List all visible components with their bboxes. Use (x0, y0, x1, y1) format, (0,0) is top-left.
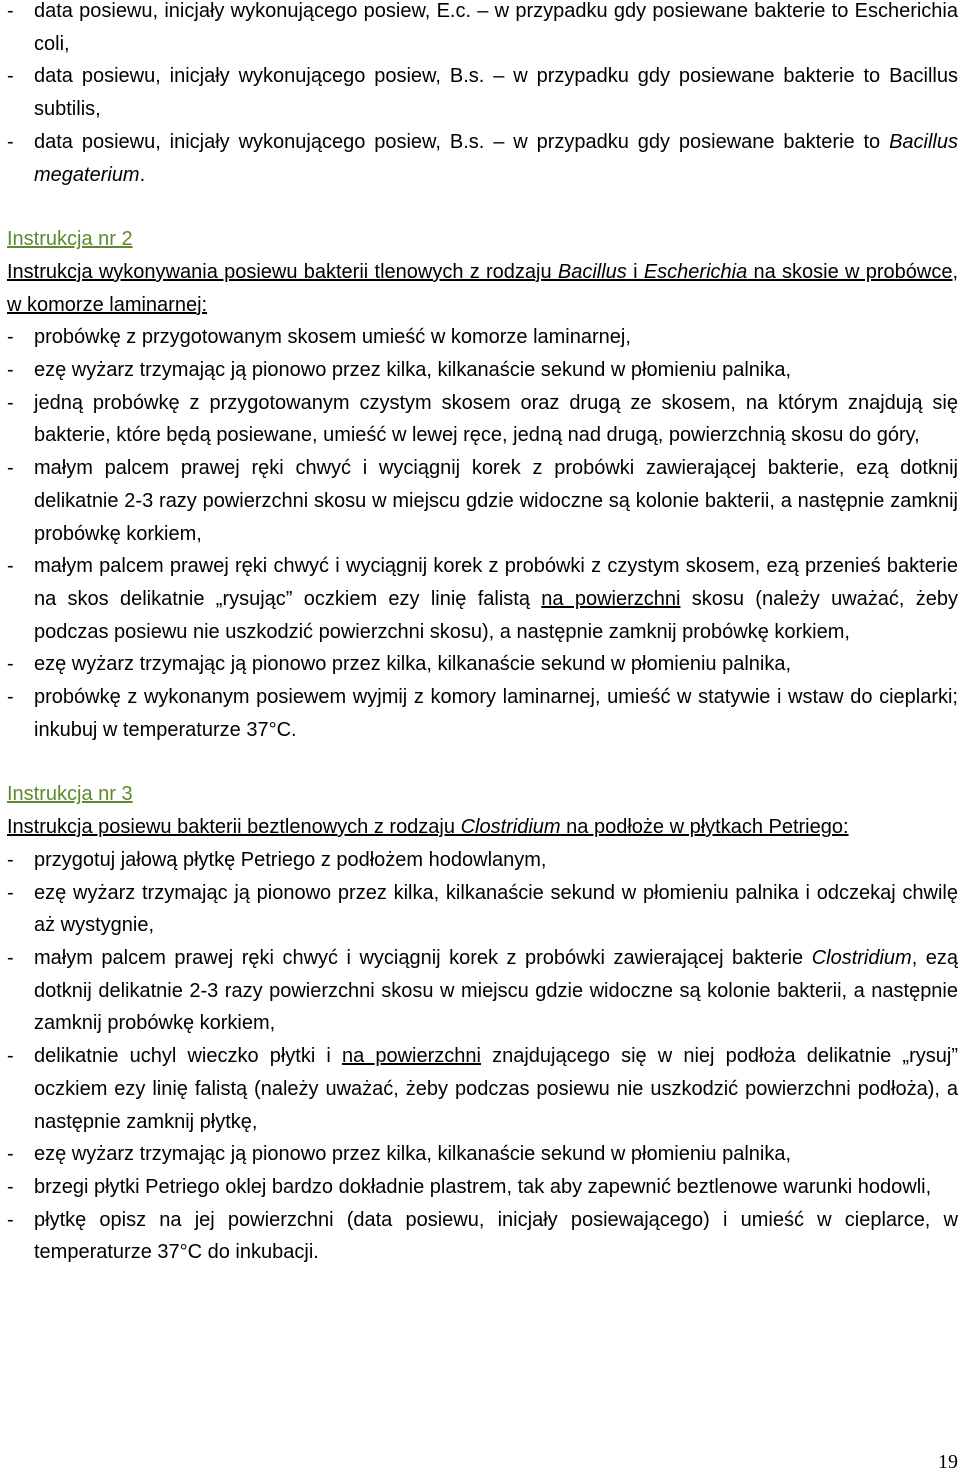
list-item: - brzegi płytki Petriego oklej bardzo dokładnie plastrem, tak aby zapewnić beztlenowe warunki hodowli, (7, 1171, 958, 1204)
list-item: - ezę wyżarz trzymając ją pionowo przez kilka, kilkanaście sekund w płomieniu palnika, (7, 648, 958, 681)
instruction-2-section (7, 223, 958, 746)
list-dash: - (7, 1208, 14, 1231)
list-dash: - (7, 130, 14, 153)
list-item: - ezę wyżarz trzymając ją pionowo przez kilka, kilkanaście sekund w płomieniu palnika, (7, 1138, 958, 1171)
instruction-3-section (7, 778, 958, 1269)
section-intro: Instrukcja posiewu bakterii beztlenowych z rodzaju Clostridium na podłoże w płytkach Petriego: (7, 816, 849, 839)
list-item: - płytkę opisz na jej powierzchni (data posiewu, inicjały posiewającego) i umieść w cieplarce, w temperaturze 37°C do inkubacji. (7, 1204, 958, 1269)
list-item: - ezę wyżarz trzymając ją pionowo przez kilka, kilkanaście sekund w płomieniu palnika, (7, 354, 958, 387)
list-item: - data posiewu, inicjały wykonującego posiew, B.s. – w przypadku gdy posiewane bakterie to Bacillus megaterium. (7, 126, 958, 191)
page-number: 19 (938, 1451, 958, 1473)
list-dash: - (7, 391, 14, 414)
section-heading: Instrukcja nr 3 (7, 783, 133, 806)
list-dash: - (7, 326, 14, 349)
list-item: - probówkę z przygotowanym skosem umieść w komorze laminarnej, (7, 321, 958, 354)
section-intro: Instrukcja wykonywania posiewu bakterii tlenowych z rodzaju Bacillus i Escherichia na skosie w probówce, w komorze laminarnej: (7, 260, 958, 316)
list-item: - probówkę z wykonanym posiewem wyjmij z komory laminarnej, umieść w statywie i wstaw do cieplarki; inkubuj w temperaturze 37°C. (7, 681, 958, 746)
list-dash: - (7, 1175, 14, 1198)
list-dash: - (7, 457, 14, 480)
list-item: - ezę wyżarz trzymając ją pionowo przez kilka, kilkanaście sekund w płomieniu palnika i odczekaj chwilę aż wystygnie, (7, 877, 958, 942)
labeling-list (7, 0, 958, 191)
list-item: - małym palcem prawej ręki chwyć i wyciągnij korek z probówki zawierającej bakterie, ezą dotknij delikatnie 2-3 razy powierzchni skosu w miejscu gdzie widoczne są kolonie bakterii, a następnie zamknij probówkę korkiem, (7, 452, 958, 550)
list-item: - delikatnie uchyl wieczko płytki i na powierzchni znajdującego się w niej podłoża delikatnie „rysuj” oczkiem ezy linię falistą (należy uważać, żeby podczas posiewu nie uszkodzić powierzchni podłoża), a następnie zamknij płytkę, (7, 1040, 958, 1138)
list-dash: - (7, 359, 14, 382)
list-dash: - (7, 65, 14, 88)
list-item: - jedną probówkę z przygotowanym czystym skosem oraz drugą ze skosem, na którym znajdują się bakterie, które będą posiewane, umieść w lewej ręce, jedną nad drugą, powierzchnią skosu do góry, (7, 387, 958, 452)
list-dash: - (7, 686, 14, 709)
section-heading: Instrukcja nr 2 (7, 228, 133, 251)
list-item: - małym palcem prawej ręki chwyć i wyciągnij korek z probówki z czystym skosem, ezą przenieś bakterie na skos delikatnie „rysując” oczkiem ezy linię falistą na powierzchni skosu (należy uważać, żeby podczas posiewu nie uszkodzić powierzchni skosu), a następnie zamknij probówkę korkiem, (7, 550, 958, 648)
list-dash: - (7, 1143, 14, 1166)
document-page (7, 0, 958, 1269)
list-dash: - (7, 848, 14, 871)
list-dash: - (7, 653, 14, 676)
list-item: - przygotuj jałową płytkę Petriego z podłożem hodowlanym, (7, 844, 958, 877)
list-dash: - (7, 881, 14, 904)
list-item: - data posiewu, inicjały wykonującego posiew, B.s. – w przypadku gdy posiewane bakterie to Bacillus subtilis, (7, 60, 958, 125)
list-dash: - (7, 1045, 14, 1068)
list-item: - data posiewu, inicjały wykonującego posiew, E.c. – w przypadku gdy posiewane bakterie to Escherichia coli, (7, 0, 958, 60)
list-dash: - (7, 946, 14, 969)
list-dash: - (7, 0, 14, 22)
list-item: - małym palcem prawej ręki chwyć i wyciągnij korek z probówki zawierającej bakterie Clostridium, ezą dotknij delikatnie 2-3 razy powierzchni skosu w miejscu gdzie widoczne są kolonie bakterii, a następnie zamknij probówkę korkiem, (7, 942, 958, 1040)
list-dash: - (7, 555, 14, 578)
